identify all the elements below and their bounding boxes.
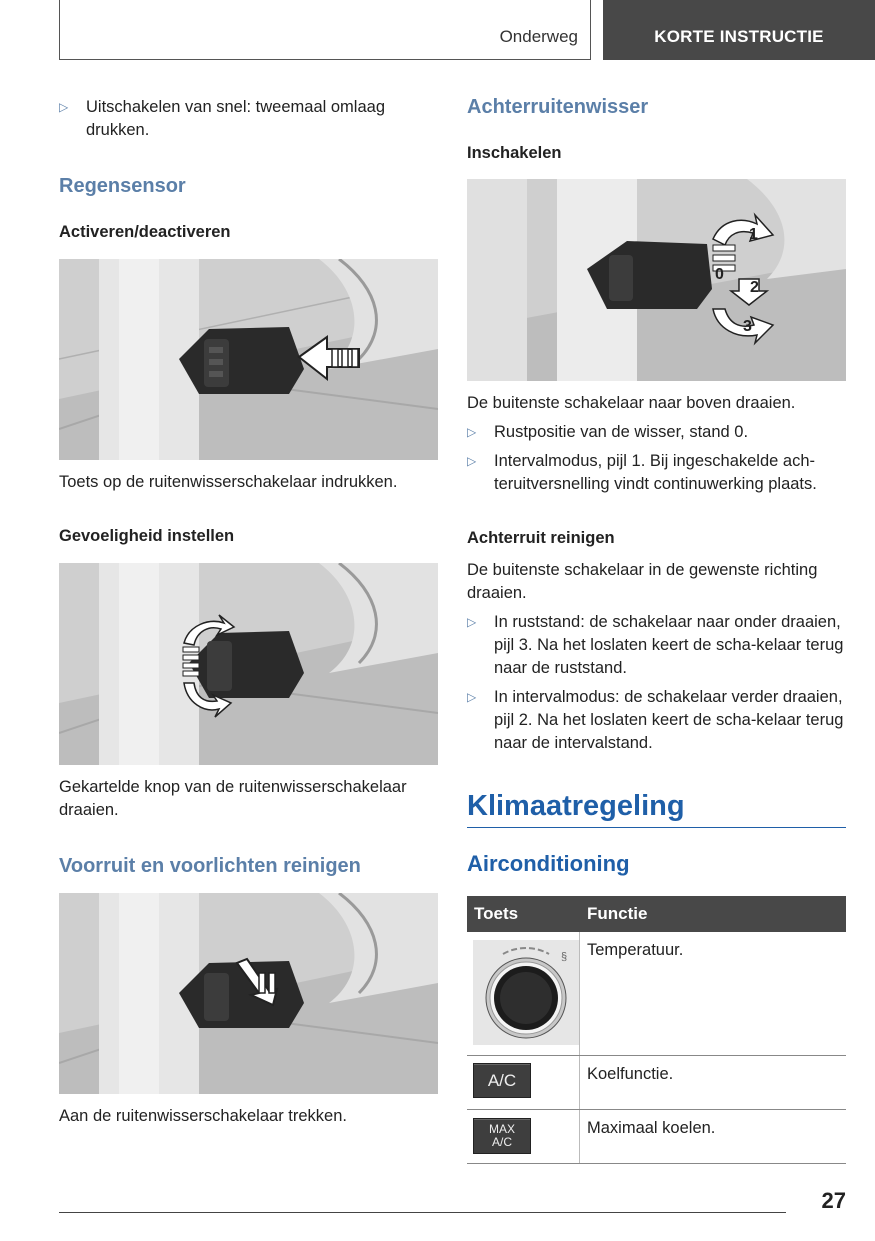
rest-position-bullet: ▷ Rustpositie van de wisser, stand 0. [467, 421, 847, 444]
table-column-divider [579, 932, 580, 1163]
sensitivity-caption: Gekartelde knop van de ruitenwisserschakelaar draaien. [59, 778, 407, 819]
sensitivity-heading: Gevoeligheid instellen [59, 527, 235, 545]
bullet-triangle-icon: ▷ [467, 454, 477, 468]
page-number: 27 [821, 1188, 846, 1213]
wiper-label-0: 0 [715, 266, 724, 283]
figure-press-button [59, 259, 438, 460]
max-ac-line1: MAX [488, 1122, 515, 1136]
max-ac-button [473, 1118, 531, 1154]
table-header-function: Functie [587, 904, 648, 923]
bullet-triangle-icon: ▷ [467, 615, 477, 629]
table-row-temperature-function: Temperatuur. [587, 941, 684, 959]
table-header [467, 896, 846, 932]
inschakelen-heading: Inschakelen [467, 144, 562, 162]
wiper-label-2: 2 [750, 279, 759, 296]
header-chapter-label: KORTE INSTRUCTIE [654, 27, 824, 46]
voorruit-caption: Aan de ruitenwisserschakelaar trekken. [59, 1107, 347, 1125]
achterruitenwisser-intro: De buitenste schakelaar naar boven draaien. [467, 394, 796, 412]
reinigen-intro: De buitenste schakelaar in de gewenste richting draaien. [467, 561, 818, 602]
wiper-label-1: 1 [749, 226, 758, 243]
figure-rear-wiper [467, 179, 846, 381]
achterruitenwisser-heading: Achterruitenwisser [467, 96, 649, 118]
table-row-maxac-function: Maximaal koelen. [587, 1119, 716, 1137]
klimaat-underline [467, 827, 846, 828]
figure-rotate-knob [59, 563, 438, 765]
ac-button: A/C [473, 1063, 531, 1098]
klimaat-heading: Klimaatregeling [467, 790, 685, 822]
activate-caption: Toets op de ruitenwisserschakelaar indrukken. [59, 473, 398, 491]
reinigen-heading: Achterruit reinigen [467, 529, 615, 547]
header-chapter-box [603, 0, 875, 60]
intro-bullet: ▷ Uitschakelen van snel: tweemaal omlaag drukken. [59, 98, 385, 139]
header-section-label: Onderweg [499, 27, 578, 46]
wiper-label-3: 3 [743, 318, 752, 335]
interval-bullet: ▷ Intervalmodus, pijl 1. Bij ingeschakelde ach-teruitversnelling vindt continuwerking plaats. [467, 452, 817, 493]
reinigen-bullet-interval: ▷ In intervalmodus: de schakelaar verder draaien, pijl 2. Na het loslaten keert de scha-kelaar terug naar de intervalstand. [467, 688, 844, 752]
table-header-key: Toets [474, 904, 519, 923]
table-row-divider [467, 1163, 846, 1164]
bullet-triangle-icon: ▷ [467, 690, 477, 704]
bullet-triangle-icon: ▷ [467, 425, 477, 439]
max-ac-line2: A/C [491, 1135, 512, 1149]
regensensor-heading: Regensensor [59, 175, 186, 197]
table-row-divider [467, 1109, 846, 1110]
table-row-ac-function: Koelfunctie. [587, 1065, 674, 1083]
header-section-box [59, 0, 591, 60]
reinigen-bullet-rest: ▷ In ruststand: de schakelaar naar onder draaien, pijl 3. Na het loslaten keert de scha-kelaar terug naar de ruststand. [467, 613, 844, 677]
svg-text:§: § [561, 951, 568, 963]
footer-line [59, 1212, 786, 1213]
bullet-triangle-icon: ▷ [59, 100, 69, 114]
table-row-divider [467, 1055, 846, 1056]
figure-pull-lever [59, 893, 438, 1094]
voorruit-heading: Voorruit en voorlichten reinigen [59, 855, 361, 877]
temperature-knob-image [473, 940, 579, 1045]
airco-heading: Airconditioning [467, 851, 630, 876]
activate-heading: Activeren/deactiveren [59, 223, 231, 241]
